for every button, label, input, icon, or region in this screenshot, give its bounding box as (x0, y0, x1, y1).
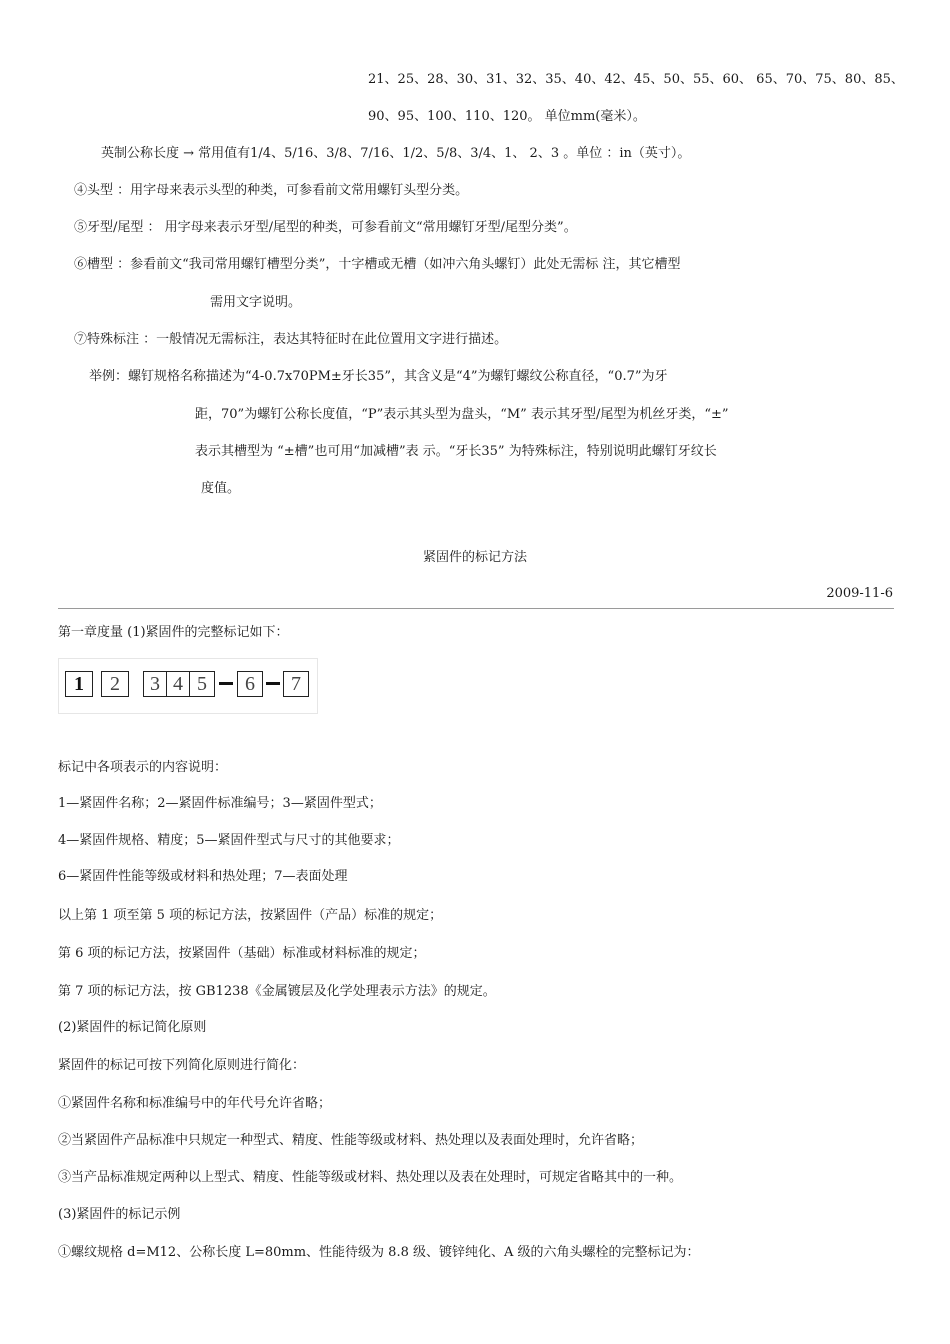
example-line-1: 举例：螺钉规格名称描述为“4-0.7x70PM±牙长35”，其含义是“4”为螺钉螺纹公称直径，“0.7”为牙 (89, 369, 668, 384)
section-3-heading: (3)紧固件的标记示例 (58, 1207, 181, 1222)
special-mark-line: ⑦特殊标注 ：一般情况无需标注，表达其特征时在此位置用文字进行描述。 (74, 332, 508, 347)
header-divider (58, 608, 894, 609)
rule-item-6: 第 6 项的标记方法，按紧固件（基础）标准或材料标准的规定； (58, 946, 426, 961)
marking-box-7: 7 (283, 671, 309, 697)
example-line-2: 距，70”为螺钉公称长度值，“P”表示其头型为盘头，“M” 表示其牙型/尾型为机丝牙类，“±” (195, 407, 729, 422)
marking-box-3: 3 (143, 671, 166, 697)
head-type-line: ④头型 ：用字母来表示头型的种类，可参看前文常用螺钉头型分类。 (74, 183, 469, 198)
marking-box-2: 2 (101, 671, 129, 697)
rule-items-1-5: 以上第 1 项至第 5 项的标记方法，按紧固件（产品）标准的规定； (58, 908, 443, 923)
rule-item-7: 第 7 项的标记方法，按 GB1238《金属镀层及化学处理表示方法》的规定。 (58, 984, 496, 999)
marking-box-5: 5 (189, 671, 215, 697)
simplify-rule-1: ①紧固件名称和标准编号中的年代号允许省略； (58, 1096, 332, 1111)
imperial-length-line: 英制公称长度 → 常用值有1/4、5/16、3/8、7/16、1/2、5/8、3/4、1、 2、3 。单位 ：in（英寸）。 (101, 146, 691, 161)
desc-title: 标记中各项表示的内容说明： (58, 760, 228, 775)
thread-type-line: ⑤牙型/尾型 ： 用字母来表示牙型/尾型的种类，可参看前文“常用螺钉牙型/尾型分类”。 (74, 220, 577, 235)
marking-diagram (58, 658, 318, 714)
desc-items-4-5: 4—紧固件规格、精度；5—紧固件型式与尺寸的其他要求； (58, 833, 400, 848)
article-title: 紧固件的标记方法 (422, 550, 527, 565)
marking-box-6: 6 (237, 671, 263, 697)
intro-line: 第一章度量 (1)紧固件的完整标记如下： (58, 625, 289, 640)
section-2-heading: (2)紧固件的标记简化原则 (58, 1020, 207, 1035)
example-line-3: 表示其槽型为 “±槽”也可用“加减槽”表 示。“牙长35” 为特殊标注，特别说明此螺钉牙纹长 (195, 444, 717, 459)
simplify-intro: 紧固件的标记可按下列简化原则进行简化： (58, 1058, 306, 1073)
desc-items-1-3: 1—紧固件名称；2—紧固件标准编号；3—紧固件型式； (58, 796, 382, 811)
marking-box-1: 1 (65, 671, 93, 697)
marking-example-1: ①螺纹规格 d=M12、公称长度 L=80mm、性能待级为 8.8 级、镀锌纯化、A 级的六角头螺栓的完整标记为： (58, 1245, 700, 1260)
length-values-line-1: 21、25、28、30、31、32、35、40、42、45、50、55、60、 65、70、75、80、85、 (368, 72, 904, 87)
article-date: 2009-11-6 (826, 586, 893, 601)
simplify-rule-3: ③当产品标准规定两种以上型式、精度、性能等级或材料、热处理以及表在处理时，可规定省略其中的一种。 (58, 1170, 683, 1185)
slot-type-line-2: 需用文字说明。 (210, 295, 302, 310)
length-values-line-2: 90、95、100、110、120。 单位mm(毫米）。 (368, 109, 646, 124)
marking-dash-1 (219, 682, 233, 685)
example-line-4: 度值。 (201, 481, 241, 496)
marking-dash-2 (266, 682, 280, 685)
slot-type-line-1: ⑥槽型 ：参看前文“我司常用螺钉槽型分类”，十字槽或无槽（如冲六角头螺钉）此处无需标 注，其它槽型 (74, 257, 681, 272)
simplify-rule-2: ②当紧固件产品标准中只规定一种型式、精度、性能等级或材料、热处理以及表面处理时，允许省略； (58, 1133, 644, 1148)
desc-items-6-7: 6—紧固件性能等级或材料和热处理；7—表面处理 (58, 869, 348, 884)
marking-box-4: 4 (166, 671, 189, 697)
